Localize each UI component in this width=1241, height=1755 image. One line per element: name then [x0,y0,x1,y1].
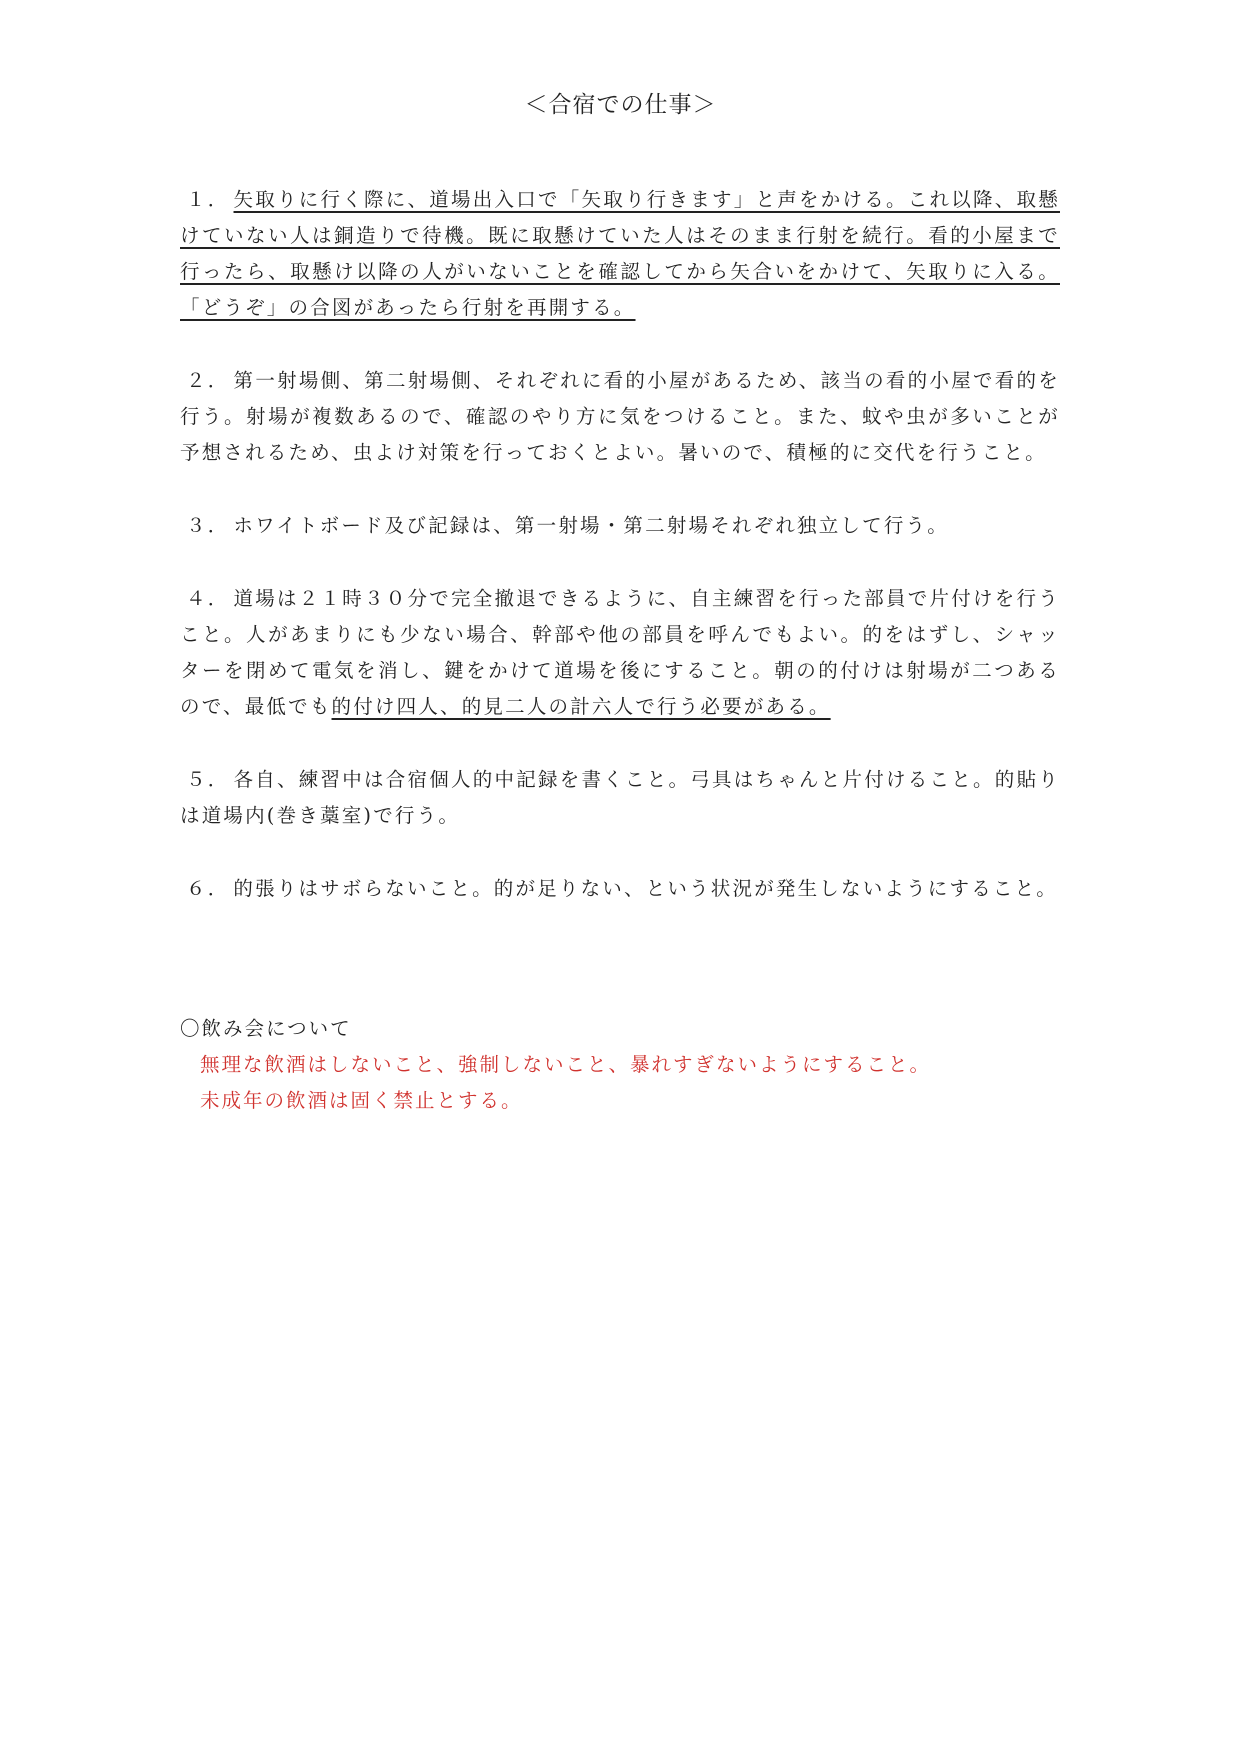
task-number: ５． [186,768,230,791]
task-text: 各自、練習中は合宿個人的中記録を書くこと。弓具はちゃんと片付けること。的貼りは道場内(巻き藁室)で行う。 [180,768,1060,827]
drinking-rule: 未成年の飲酒は固く禁止とする。 [200,1089,523,1112]
task-number: ６． [186,877,230,900]
task-text: 的張りはサボらないこと。的が足りない、という状況が発生しないようにすること。 [233,877,1059,900]
drinking-heading: 〇飲み会について [180,1017,352,1040]
task-text: 矢取りに行く際に、道場出入口で「矢取り行きます」と声をかける。これ以降、取懸けていない人は銅造りで待機。既に取懸けていた人はそのまま行射を続行。看的小屋まで行ったら、取懸け以降の人がいないことを確認してから矢合いをかけて、矢取りに入る。「どうぞ」の合図があったら行射を再開する。 [180,188,1060,319]
drinking-rule: 無理な飲酒はしないこと、強制しないこと、暴れすぎないようにすること。 [200,1053,932,1076]
task-item-3 [180,508,1060,544]
task-item-2 [180,363,1060,471]
task-number: ３． [186,514,230,537]
task-item-5 [180,762,1060,834]
task-text: ホワイトボード及び記録は、第一射場・第二射場それぞれ独立して行う。 [233,514,949,537]
drinking-party-section [180,1011,1080,1119]
task-text-underlined: 的付け四人、的見二人の計六人で行う必要がある。 [331,695,831,718]
task-item-4 [180,581,1060,725]
document-title: ＜合宿での仕事＞ [524,92,717,118]
task-text: 第一射場側、第二射場側、それぞれに看的小屋があるため、該当の看的小屋で看的を行う。射場が複数あるので、確認のやり方に気をつけること。また、蚊や虫が多いことが予想されるため、虫よけ対策を行っておくとよい。暑いので、積極的に交代を行うこと。 [180,369,1060,464]
task-number: １． [186,188,230,211]
task-number: ２． [186,369,230,392]
task-item-6 [180,871,1060,907]
task-number: ４． [186,587,230,610]
task-text: 道場は２１時３０分で完全撤退できるように、自主練習を行った部員で片付けを行うこと。人があまりにも少ない場合、幹部や他の部員を呼んでもよい。的をはずし、シャッターを閉めて電気を消し、鍵をかけて道場を後にすること。朝の的付けは射場が二つあるので、最低でも [180,587,1060,718]
task-list [180,182,1060,944]
task-item-1 [180,182,1060,326]
